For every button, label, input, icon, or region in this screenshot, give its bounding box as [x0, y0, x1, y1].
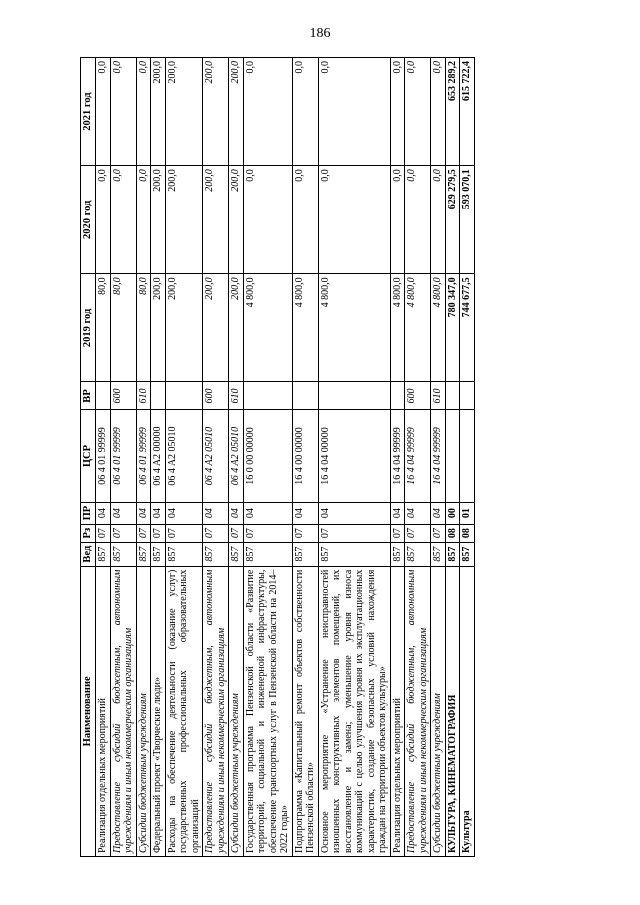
cell-2021: 0,0: [110, 58, 136, 166]
cell-name: Предоставление субсидий бюджетным, автономным учреждениям и иным некоммерческим организациям: [405, 566, 431, 856]
cell-pr: 04: [165, 502, 203, 524]
cell-2020: 629 279,5: [445, 166, 460, 274]
cell-rz: 07: [151, 524, 166, 542]
cell-ved: 857: [229, 542, 244, 566]
cell-name: Предоставление субсидий бюджетным, автономным учреждениям и иным некоммерческим организациям: [203, 566, 229, 856]
cell-2019: 4 800,0: [243, 274, 292, 382]
cell-rz: 07: [390, 524, 405, 542]
cell-2021: 0,0: [292, 58, 318, 166]
cell-ved: 857: [203, 542, 229, 566]
cell-pr: 04: [318, 502, 390, 524]
cell-pr: 04: [405, 502, 431, 524]
cell-ved: 857: [110, 542, 136, 566]
cell-2020: 200,0: [229, 166, 244, 274]
cell-name: КУЛЬТУРА, КИНЕМАТОГРАФИЯ: [445, 566, 460, 856]
cell-rz: 07: [165, 524, 203, 542]
cell-name: Субсидии бюджетным учреждениям: [431, 566, 446, 856]
cell-2021: 0,0: [318, 58, 390, 166]
table-row: [203, 58, 229, 857]
table-header-row: [81, 58, 96, 857]
cell-vr: 610: [229, 382, 244, 410]
cell-pr: 00: [445, 502, 460, 524]
cell-ved: 857: [390, 542, 405, 566]
cell-pr: 04: [203, 502, 229, 524]
cell-vr: [318, 382, 390, 410]
table-row: [460, 58, 475, 857]
cell-pr: 04: [96, 502, 111, 524]
cell-2019: 4 800,0: [431, 274, 446, 382]
cell-csr: 16 4 04 99999: [405, 410, 431, 502]
cell-2020: 0,0: [318, 166, 390, 274]
header-rz: Рз: [81, 524, 96, 542]
cell-vr: [165, 382, 203, 410]
cell-vr: [445, 382, 460, 410]
rotated-table-wrapper: [80, 57, 560, 857]
cell-name: Федеральный проект «Творческие люди»: [151, 566, 166, 856]
cell-rz: 07: [203, 524, 229, 542]
cell-csr: 06 4 01 99999: [96, 410, 111, 502]
cell-rz: 08: [460, 524, 475, 542]
header-vr: ВР: [81, 382, 96, 410]
cell-2020: 0,0: [243, 166, 292, 274]
cell-pr: 04: [431, 502, 446, 524]
cell-pr: 04: [151, 502, 166, 524]
table-row: [292, 58, 318, 857]
cell-name: Государственная программа Пензенской области «Развитие территорий, социальной и инженерной инфраструктуры, обеспечение транспортных услуг в Пензенской области на 2014–2022 годы»: [243, 566, 292, 856]
cell-csr: 16 0 00 00000: [243, 410, 292, 502]
cell-name: Подпрограмма «Капитальный ремонт объектов собственности Пензенской области»: [292, 566, 318, 856]
cell-ved: 857: [96, 542, 111, 566]
cell-2021: 0,0: [136, 58, 151, 166]
cell-2020: 0,0: [431, 166, 446, 274]
cell-vr: [243, 382, 292, 410]
cell-2021: 653 289,2: [445, 58, 460, 166]
header-pr: ПР: [81, 502, 96, 524]
cell-pr: 04: [229, 502, 244, 524]
table-row: [243, 58, 292, 857]
cell-2020: 200,0: [203, 166, 229, 274]
table-row: [318, 58, 390, 857]
table-row: [151, 58, 166, 857]
cell-rz: 07: [292, 524, 318, 542]
cell-2019: 80,0: [136, 274, 151, 382]
header-2020: 2020 год: [81, 166, 96, 274]
page-number: 186: [309, 26, 331, 41]
cell-csr: 16 4 04 99999: [431, 410, 446, 502]
cell-2020: 200,0: [165, 166, 203, 274]
cell-2020: 200,0: [151, 166, 166, 274]
cell-ved: 857: [405, 542, 431, 566]
cell-2020: 0,0: [390, 166, 405, 274]
cell-name: Реализация отдельных мероприятий: [390, 566, 405, 856]
cell-2021: 615 722,4: [460, 58, 475, 166]
header-name: Наименование: [81, 566, 96, 856]
cell-2020: 593 070,1: [460, 166, 475, 274]
cell-name: Культура: [460, 566, 475, 856]
table-row: [165, 58, 203, 857]
cell-2019: 200,0: [203, 274, 229, 382]
cell-2021: 200,0: [229, 58, 244, 166]
cell-name: Реализация отдельных мероприятий: [96, 566, 111, 856]
cell-csr: 06 4 01 99999: [110, 410, 136, 502]
cell-2021: 0,0: [431, 58, 446, 166]
cell-2019: 200,0: [229, 274, 244, 382]
cell-2020: 0,0: [110, 166, 136, 274]
cell-csr: 06 4 A2 05010: [165, 410, 203, 502]
cell-vr: 610: [136, 382, 151, 410]
cell-pr: 04: [136, 502, 151, 524]
cell-vr: [292, 382, 318, 410]
cell-vr: [151, 382, 166, 410]
table-row: [445, 58, 460, 857]
table-row: [405, 58, 431, 857]
cell-csr: 06 4 01 99999: [136, 410, 151, 502]
header-2021: 2021 год: [81, 58, 96, 166]
cell-rz: 07: [243, 524, 292, 542]
cell-vr: [460, 382, 475, 410]
cell-vr: [96, 382, 111, 410]
cell-2020: 0,0: [136, 166, 151, 274]
cell-csr: [460, 410, 475, 502]
cell-csr: 16 4 04 00000: [318, 410, 390, 502]
cell-ved: 857: [292, 542, 318, 566]
cell-2021: 0,0: [243, 58, 292, 166]
cell-rz: 07: [229, 524, 244, 542]
table-row: [229, 58, 244, 857]
cell-2021: 0,0: [96, 58, 111, 166]
cell-vr: 600: [203, 382, 229, 410]
header-ved: Вед: [81, 542, 96, 566]
cell-vr: 600: [110, 382, 136, 410]
cell-pr: 04: [292, 502, 318, 524]
cell-ved: 857: [151, 542, 166, 566]
table-row: [96, 58, 111, 857]
cell-2019: 4 800,0: [318, 274, 390, 382]
cell-rz: 08: [445, 524, 460, 542]
cell-csr: 16 4 00 00000: [292, 410, 318, 502]
table-row: [390, 58, 405, 857]
table-body: [96, 58, 475, 857]
cell-2019: 80,0: [96, 274, 111, 382]
cell-rz: 07: [431, 524, 446, 542]
cell-2019: 200,0: [151, 274, 166, 382]
cell-name: Основное мероприятие «Устранение неисправностей изношенных конструктивных элементов помещений, их восстановление и замена; уменьшение уровня износа коммуникаций с целью улучшения уровня их эксплуатационных характеристик, создание безопасных условий нахождения граждан на территории объектов культуры»: [318, 566, 390, 856]
cell-2019: 780 347,0: [445, 274, 460, 382]
cell-2021: 0,0: [405, 58, 431, 166]
cell-2019: 4 800,0: [390, 274, 405, 382]
cell-2019: 744 677,5: [460, 274, 475, 382]
cell-name: Предоставление субсидий бюджетным, автономным учреждениям и иным некоммерческим организациям: [110, 566, 136, 856]
cell-ved: 857: [460, 542, 475, 566]
cell-2020: 0,0: [405, 166, 431, 274]
cell-pr: 04: [243, 502, 292, 524]
cell-2021: 200,0: [165, 58, 203, 166]
cell-rz: 07: [96, 524, 111, 542]
cell-rz: 07: [318, 524, 390, 542]
cell-name: Субсидии бюджетным учреждениям: [136, 566, 151, 856]
cell-vr: 610: [431, 382, 446, 410]
cell-2019: 4 800,0: [292, 274, 318, 382]
cell-pr: 01: [460, 502, 475, 524]
cell-csr: 06 4 A2 05010: [203, 410, 229, 502]
cell-ved: 857: [318, 542, 390, 566]
cell-ved: 857: [431, 542, 446, 566]
rotated-table-frame: [80, 57, 560, 857]
table-row: [136, 58, 151, 857]
cell-csr: 06 4 A2 00000: [151, 410, 166, 502]
cell-2021: 200,0: [151, 58, 166, 166]
cell-ved: 857: [445, 542, 460, 566]
cell-csr: 06 4 A2 05010: [229, 410, 244, 502]
cell-2020: 0,0: [96, 166, 111, 274]
cell-ved: 857: [165, 542, 203, 566]
cell-rz: 07: [110, 524, 136, 542]
cell-2021: 0,0: [390, 58, 405, 166]
cell-2021: 200,0: [203, 58, 229, 166]
cell-vr: 600: [405, 382, 431, 410]
cell-csr: 16 4 04 99999: [390, 410, 405, 502]
cell-rz: 07: [405, 524, 431, 542]
cell-2020: 0,0: [292, 166, 318, 274]
cell-pr: 04: [110, 502, 136, 524]
cell-2019: 200,0: [165, 274, 203, 382]
budget-table: [80, 57, 475, 857]
header-2019: 2019 год: [81, 274, 96, 382]
cell-name: Расходы на обеспечение деятельности (оказание услуг) государственных профессиональных образовательных организаций: [165, 566, 203, 856]
cell-csr: [445, 410, 460, 502]
cell-2019: 4 800,0: [405, 274, 431, 382]
table-row: [431, 58, 446, 857]
header-csr: ЦСР: [81, 410, 96, 502]
cell-rz: 07: [136, 524, 151, 542]
table-row: [110, 58, 136, 857]
cell-ved: 857: [136, 542, 151, 566]
cell-name: Субсидии бюджетным учреждениям: [229, 566, 244, 856]
cell-2019: 80,0: [110, 274, 136, 382]
cell-ved: 857: [243, 542, 292, 566]
cell-pr: 04: [390, 502, 405, 524]
cell-vr: [390, 382, 405, 410]
